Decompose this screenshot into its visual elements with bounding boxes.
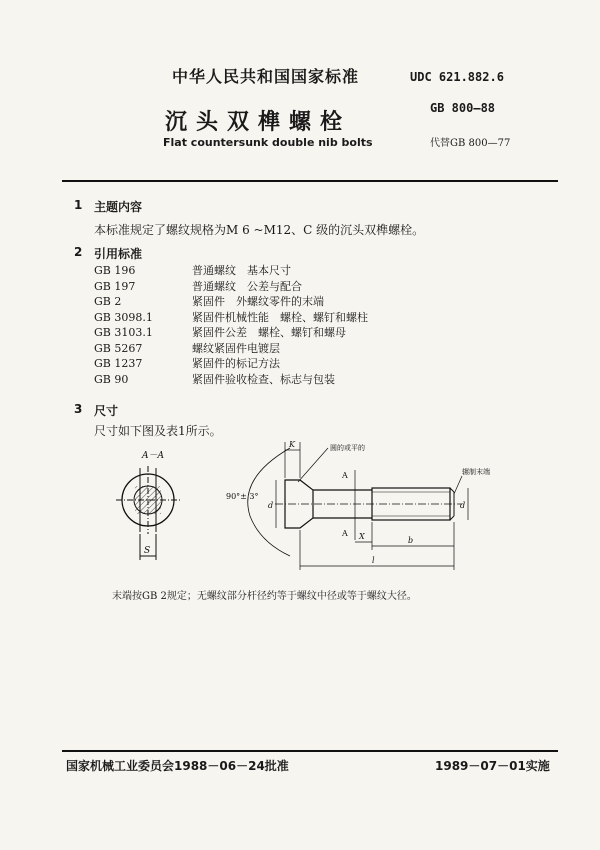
label-k: K	[289, 440, 295, 449]
figure-note: 末端按GB 2规定；无螺纹部分杆径约等于螺纹中径或等于螺纹大径。	[112, 591, 417, 602]
reference-item	[94, 356, 368, 372]
section-3-title: 尺寸	[94, 404, 119, 418]
reference-name: 螺纹紧固件电镀层	[192, 341, 280, 355]
reference-name: 紧固件验收检查、标志与包装	[192, 372, 335, 386]
label-x: X	[359, 532, 365, 541]
chamfer-top	[450, 488, 454, 492]
reference-code: GB 90	[94, 372, 129, 386]
label-s: S	[144, 546, 151, 556]
reference-list	[94, 263, 368, 387]
section-2-number: 2	[74, 245, 83, 259]
chamfer-bottom	[450, 516, 454, 520]
reference-item	[94, 325, 368, 341]
udc-code: UDC 621.882.6	[410, 70, 504, 84]
reference-item	[94, 294, 368, 310]
section-view-a-a	[116, 451, 180, 560]
bolt-side-view	[226, 440, 490, 570]
reference-name: 紧固件机械性能 螺栓、螺钉和螺柱	[192, 310, 368, 324]
bolt-drawing	[100, 438, 500, 583]
callout-end: 辗制末端	[462, 468, 490, 476]
label-a-bottom: A	[342, 529, 348, 538]
reference-code: GB 197	[94, 279, 136, 293]
section-2-title: 引用标准	[94, 247, 143, 261]
reference-code: GB 1237	[94, 357, 143, 370]
document-title: 沉头双榫螺栓	[165, 109, 352, 135]
section-1-title: 主题内容	[94, 200, 143, 214]
reference-name: 普通螺纹 公差与配合	[192, 279, 302, 293]
standard-organization: 中华人民共和国国家标准	[172, 67, 360, 86]
reference-item	[94, 341, 368, 357]
reference-item	[94, 310, 368, 326]
callout-head-leader	[298, 448, 328, 482]
reference-code: GB 2	[94, 295, 122, 308]
reference-item	[94, 263, 368, 279]
reference-item	[94, 279, 368, 295]
approval-info: 国家机械工业委员会1988－06－24批准	[66, 759, 289, 773]
section-1-number: 1	[74, 198, 83, 212]
document-subtitle: Flat countersunk double nib bolts	[163, 136, 373, 149]
section-view-label: A－A	[142, 451, 164, 461]
label-b: b	[408, 536, 414, 545]
label-a-top: A	[342, 471, 348, 480]
reference-code: GB 3098.1	[94, 310, 153, 324]
reference-name: 紧固件 外螺纹零件的末端	[192, 295, 324, 308]
callout-head: 圆的或平的	[330, 444, 365, 452]
label-d: d	[460, 501, 466, 510]
footer-rule	[62, 750, 558, 752]
reference-name: 紧固件的标记方法	[192, 357, 280, 370]
gb-number: GB 800—88	[430, 101, 496, 115]
implementation-date: 1989－07－01实施	[435, 759, 550, 773]
reference-name: 紧固件公差 螺栓、螺钉和螺母	[192, 326, 346, 339]
section-3-number: 3	[74, 402, 83, 416]
replaces-standard: 代替GB 800—77	[430, 138, 511, 149]
section-1-text: 本标准规定了螺纹规格为M 6 ~M12、C 级的沉头双榫螺栓。	[94, 223, 425, 237]
reference-code: GB 5267	[94, 341, 143, 355]
reference-code: GB 3103.1	[94, 326, 153, 339]
header-rule	[62, 180, 558, 182]
reference-name: 普通螺纹 基本尺寸	[192, 264, 291, 277]
callout-end-leader	[454, 476, 462, 494]
reference-code: GB 196	[94, 264, 136, 277]
label-dk: d	[268, 501, 274, 510]
label-l: l	[372, 556, 375, 565]
section-3-text: 尺寸如下图及表1所示。	[94, 424, 222, 438]
label-angle: 90°± 3°	[226, 492, 259, 501]
reference-item	[94, 372, 368, 388]
